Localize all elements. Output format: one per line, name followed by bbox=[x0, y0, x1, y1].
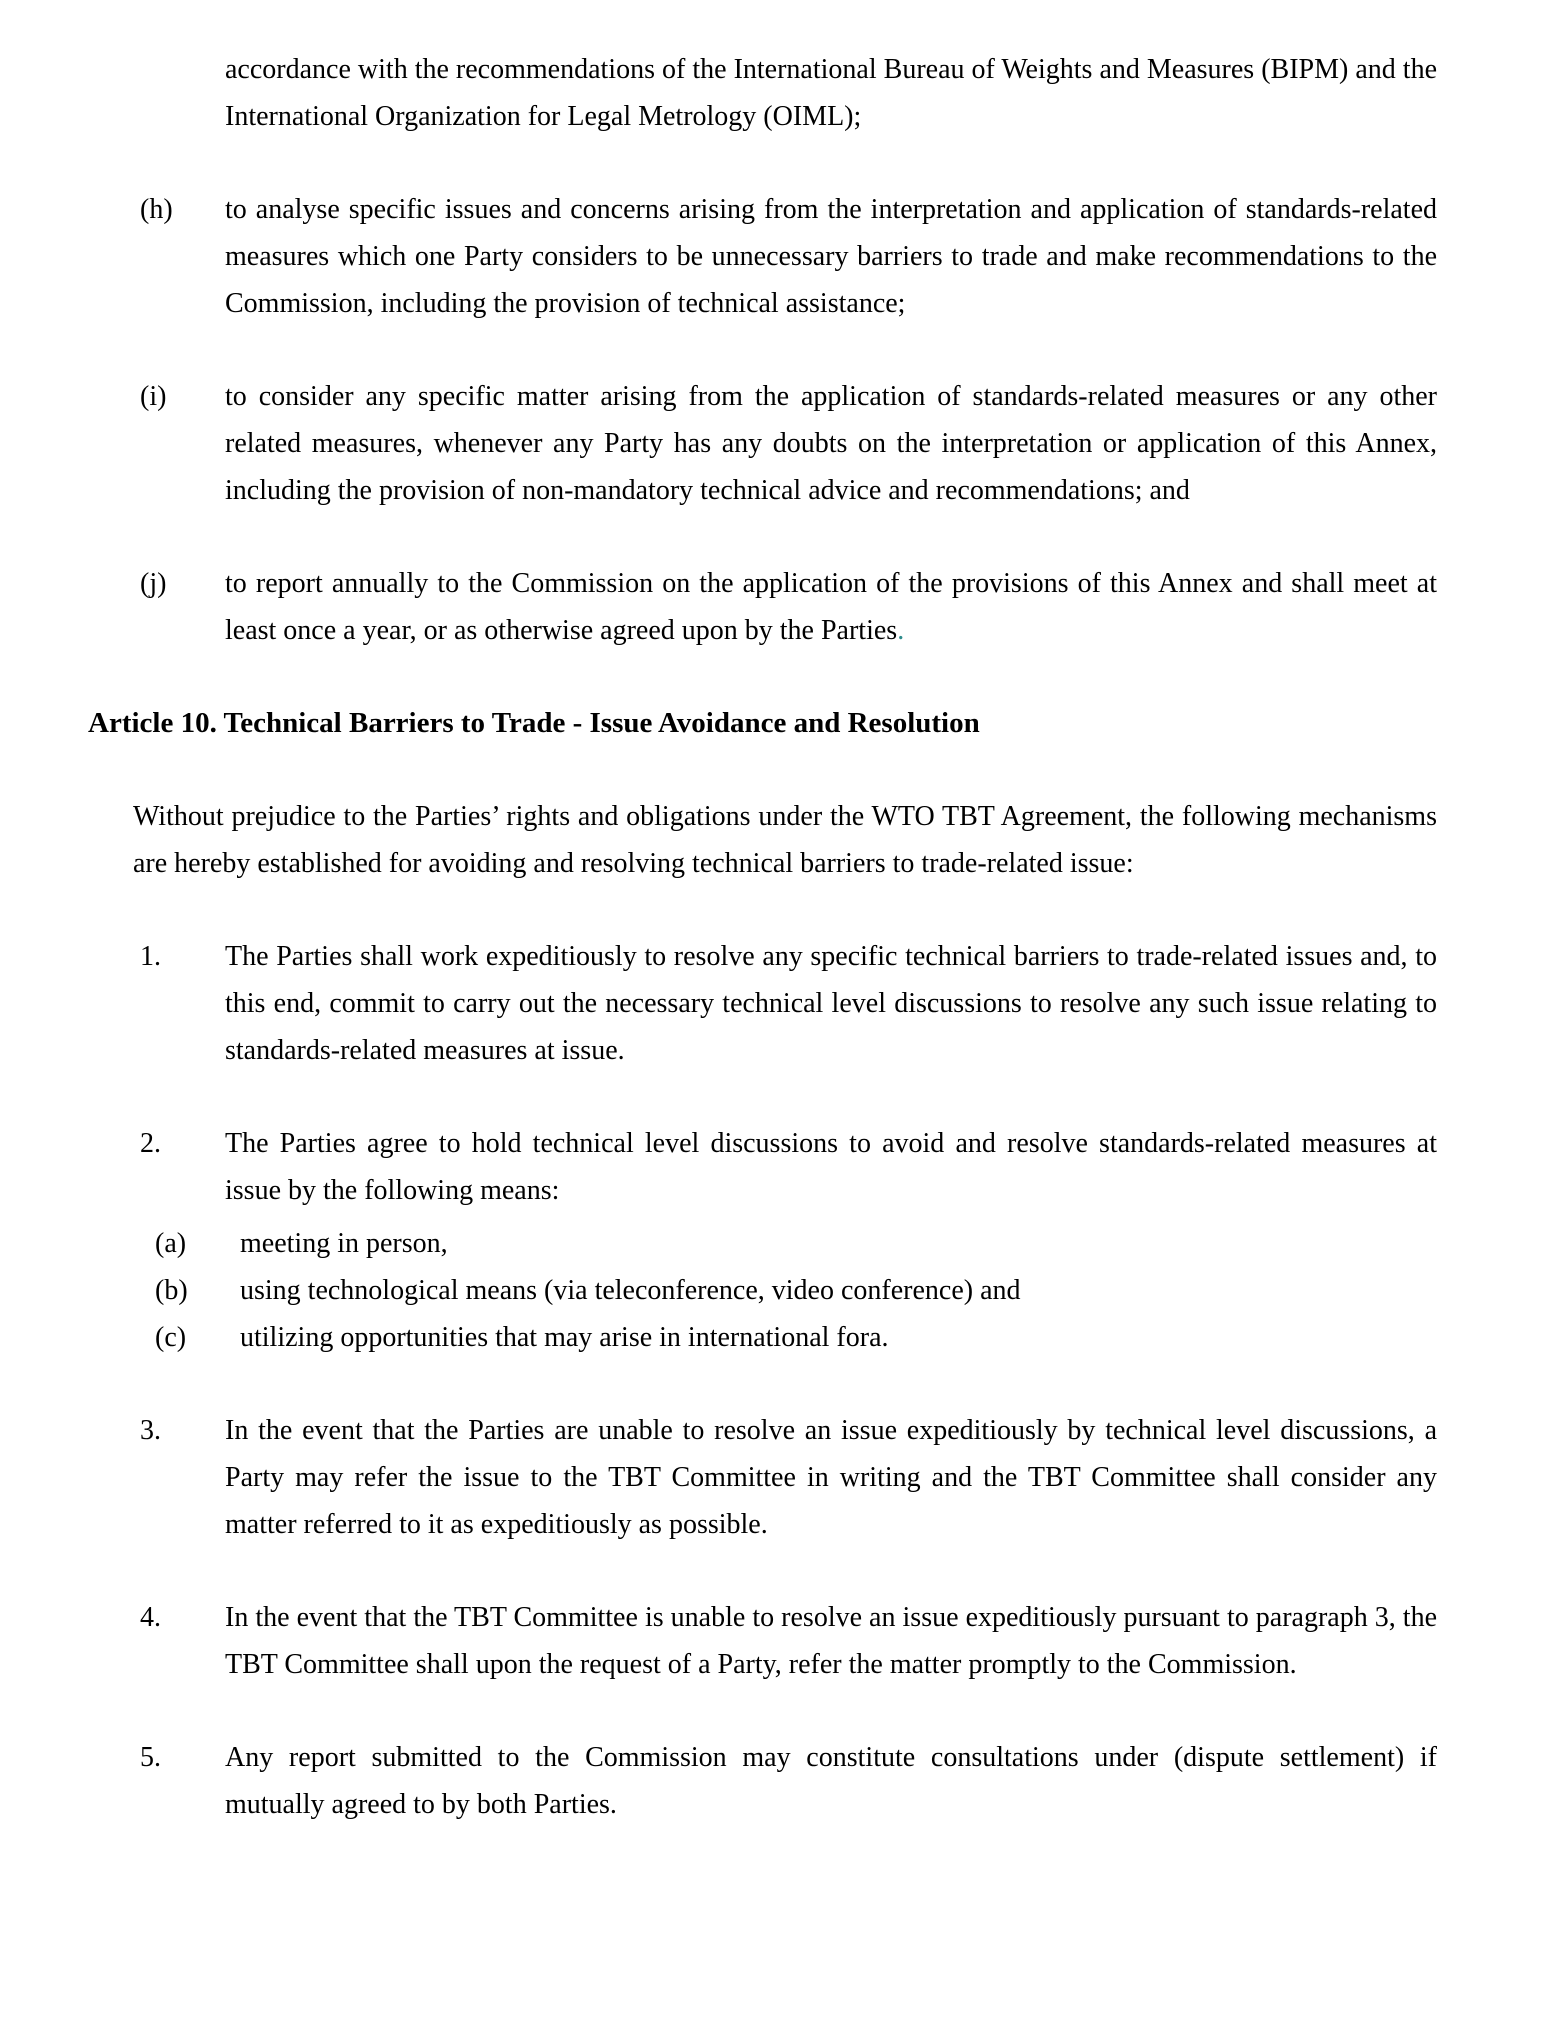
list-item-i bbox=[88, 373, 1437, 514]
numbered-item-1-number: 1. bbox=[140, 941, 161, 972]
teal-trailing-period: . bbox=[897, 615, 905, 646]
list-item-h bbox=[88, 186, 1437, 327]
numbered-item-3-text: In the event that the Parties are unable to resolve an issue expeditiously by technical level discussions, a Party may refer the issue to the TBT Committee in writing and the TBT Committee shall consider any matter referred to it as expeditiously as possible. bbox=[225, 1415, 1437, 1540]
numbered-item-3 bbox=[88, 1407, 1437, 1548]
article-intro-paragraph: Without prejudice to the Parties’ rights and obligations under the WTO TBT Agreement, the following mechanisms are hereby established for avoiding and resolving technical barriers to trade-related issue: bbox=[133, 801, 1437, 879]
numbered-item-4 bbox=[88, 1594, 1437, 1688]
sub-item-a-label: (a) bbox=[155, 1228, 187, 1259]
sub-item-c bbox=[88, 1314, 1437, 1361]
numbered-item-1 bbox=[88, 933, 1437, 1074]
sub-item-c-label: (c) bbox=[155, 1322, 187, 1353]
numbered-item-2 bbox=[88, 1120, 1437, 1361]
list-item-i-text: to consider any specific matter arising from the application of standards-related measures or any other related measures, whenever any Party has any doubts on the interpretation or application of this Annex, including the provision of non-mandatory technical advice and recommendations; and bbox=[225, 381, 1437, 506]
list-item-j bbox=[88, 560, 1437, 654]
numbered-item-2-number: 2. bbox=[140, 1128, 161, 1159]
sub-item-a bbox=[88, 1220, 1437, 1267]
numbered-item-5-number: 5. bbox=[140, 1742, 161, 1773]
sub-item-a-text: meeting in person, bbox=[240, 1228, 448, 1259]
numbered-item-4-number: 4. bbox=[140, 1602, 161, 1633]
numbered-item-5-text: Any report submitted to the Commission may constitute consultations under (dispute settlement) if mutually agreed to by both Parties. bbox=[225, 1742, 1437, 1820]
numbered-item-1-text: The Parties shall work expeditiously to resolve any specific technical barriers to trade-related issues and, to this end, commit to carry out the necessary technical level discussions to resolve any such issue relating to standards-related measures at issue. bbox=[225, 941, 1437, 1066]
list-item-h-label: (h) bbox=[140, 194, 173, 225]
article-heading: Article 10. Technical Barriers to Trade - Issue Avoidance and Resolution bbox=[88, 707, 980, 739]
numbered-item-2-sublist bbox=[88, 1220, 1437, 1361]
numbered-item-4-text: In the event that the TBT Committee is unable to resolve an issue expeditiously pursuant to paragraph 3, the TBT Committee shall upon the request of a Party, refer the matter promptly to the Commission. bbox=[225, 1602, 1437, 1680]
list-item-i-label: (i) bbox=[140, 381, 167, 412]
list-item-j-text-main: to report annually to the Commission on the application of the provisions of this Annex and shall meet at least once a year, or as otherwise agreed upon by the Parties bbox=[225, 568, 1437, 646]
numbered-item-2-main bbox=[88, 1120, 1437, 1214]
sub-item-b bbox=[88, 1267, 1437, 1314]
list-item-h-text: to analyse specific issues and concerns arising from the interpretation and application of standards-related measures which one Party considers to be unnecessary barriers to trade and make recommendations to the Commission, including the provision of technical assistance; bbox=[225, 194, 1437, 319]
numbered-item-3-number: 3. bbox=[140, 1415, 161, 1446]
paragraph-continuation: accordance with the recommendations of the International Bureau of Weights and Measures (BIPM) and the International Organization for Legal Metrology (OIML); bbox=[225, 54, 1437, 132]
sub-item-b-text: using technological means (via teleconference, video conference) and bbox=[240, 1275, 1021, 1306]
numbered-item-5 bbox=[88, 1734, 1437, 1828]
list-item-j-label: (j) bbox=[140, 568, 167, 599]
sub-item-c-text: utilizing opportunities that may arise in international fora. bbox=[240, 1322, 889, 1353]
list-item-j-text bbox=[225, 560, 1437, 654]
sub-item-b-label: (b) bbox=[155, 1275, 188, 1306]
numbered-item-2-text: The Parties agree to hold technical level discussions to avoid and resolve standards-related measures at issue by the following means: bbox=[225, 1128, 1437, 1206]
